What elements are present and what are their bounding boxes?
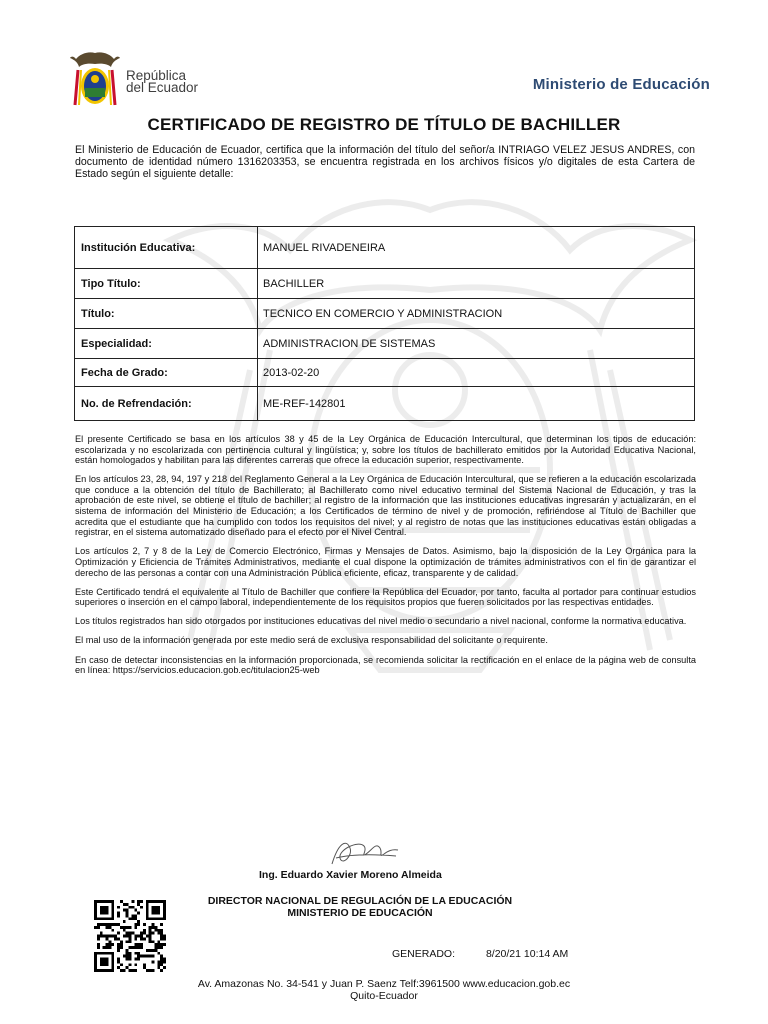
row-value: MANUEL RIVADENEIRA <box>258 227 695 269</box>
logo-line-2: del Ecuador <box>126 80 199 95</box>
row-label: Fecha de Grado: <box>75 359 258 387</box>
row-value: BACHILLER <box>258 269 695 299</box>
legal-paragraph: Los artículos 2, 7 y 8 de la Ley de Comercio Electrónico, Firmas y Mensajes de Datos. Asimismo, bajo la disposición de la Ley Orgánica para la Optimización y Eficiencia de Trámites Administrativos, mediante el cual dispone la optimización de trámites administrativos con el fin de garantizar el derecho de las personas a contar con una Administración Pública eficiente, eficaz, transparente y de calidad. <box>75 546 696 578</box>
legal-paragraph: En los artículos 23, 28, 94, 197 y 218 del Reglamento General a la Ley Orgánica de Educación Intercultural, que se refieren a la educación escolarizada que conduce a la obtención del título de Bachillerato; al Bachillerato como nivel educativo terminal del Sistema Nacional de Educación, y tras la aprobación de este nivel, se obtiene el título de bachiller; al registro de la información que las instituciones educativas ingresarán y actualizarán, en el sistema de información del Ministerio de Educación; a los Certificados de término de nivel y de promoción, refiriéndose al Título de Bachiller que acredita que el estudiante que ha cumplido con todos los requisitos del nivel; y al registro de notas que las instituciones educativas están obligadas a registrar, en el sistema automatizado diseñado para el efecto por el Nivel Central. <box>75 474 696 538</box>
table-row <box>75 359 695 387</box>
logo-line-1: República <box>126 68 187 83</box>
director-title <box>160 895 560 919</box>
footer-line-1: Av. Amazonas No. 34-541 y Juan P. Saenz Telf:3961500 www.educacion.gob.ec <box>197 978 571 990</box>
certificate-title: CERTIFICADO DE REGISTRO DE TÍTULO DE BACHILLER <box>147 115 621 134</box>
footer-line-2: Quito-Ecuador <box>350 990 418 1002</box>
generated-timestamp <box>392 948 568 960</box>
table-row <box>75 299 695 329</box>
legal-paragraph: El presente Certificado se basa en los artículos 38 y 45 de la Ley Orgánica de Educación Intercultural, que determinan los tipos de educación: escolarizada y no escolarizada con pertinencia cultural y lingüística; y, sobre los títulos de bachillerato emitidos por la Autoridad Educativa Nacional, están homologados y habilitan para las diferentes carreras que ofrece la educación superior, respectivamente. <box>75 434 696 466</box>
title-details-table <box>74 226 695 421</box>
director-line-1: DIRECTOR NACIONAL DE REGULACIÓN DE LA EDUCACIÓN <box>207 895 513 907</box>
legal-paragraph: En caso de detectar inconsistencias en la información proporcionada, se recomienda solicitar la rectificación en el enlace de la página web de consulta en línea: https://servicios.educacion.gob.ec/titulacion25-web <box>75 654 696 676</box>
table-row <box>75 387 695 421</box>
row-label: No. de Refrendación: <box>75 387 258 421</box>
row-label: Tipo Título: <box>75 269 258 299</box>
ministry-name: Ministerio de Educación <box>532 76 710 93</box>
generated-value: 8/20/21 10:14 AM <box>485 948 569 960</box>
document-header <box>70 48 710 112</box>
legal-paragraph: El mal uso de la información generada por este medio será de exclusiva responsabilidad del solicitante o requirente. <box>75 635 548 646</box>
legal-paragraph: Este Certificado tendrá el equivalente al Título de Bachiller que confiere la República del Ecuador, por tanto, faculta al portador para continuar estudios superiores o inserción en el campo laboral, independientemente de los requisitos propios que fueren solicitados por las respectivas entidades. <box>75 586 696 608</box>
row-label: Especialidad: <box>75 329 258 359</box>
table-row <box>75 269 695 299</box>
qr-code <box>94 900 166 972</box>
row-value: TECNICO EN COMERCIO Y ADMINISTRACION <box>258 299 695 329</box>
row-value: ADMINISTRACION DE SISTEMAS <box>258 329 695 359</box>
signer-name: Ing. Eduardo Xavier Moreno Almeida <box>259 869 442 881</box>
legal-paragraph: Los títulos registrados han sido otorgados por instituciones educativas del nivel medio o secundario a nivel nacional, conforme la normativa educativa. <box>75 616 687 627</box>
director-line-2: MINISTERIO DE EDUCACIÓN <box>287 907 433 919</box>
row-value: ME-REF-142801 <box>258 387 695 421</box>
table-row <box>75 329 695 359</box>
footer-address <box>0 978 768 1002</box>
row-value: 2013-02-20 <box>258 359 695 387</box>
republic-logo-text <box>126 70 198 94</box>
row-label: Título: <box>75 299 258 329</box>
handwritten-signature <box>328 834 400 870</box>
table-row <box>75 227 695 269</box>
row-label: Institución Educativa: <box>75 227 258 269</box>
intro-paragraph: El Ministerio de Educación de Ecuador, certifica que la información del título del señor/a INTRIAGO VELEZ JESUS ANDRES, con documento de identidad número 1316203353, se encuentra registrada en los archivos físicos y/o digitales de esta Cartera de Estado según el siguiente detalle: <box>75 144 695 181</box>
legal-text <box>75 434 696 684</box>
ecuador-coat-of-arms-icon <box>70 50 120 108</box>
generated-label: GENERADO: <box>392 948 456 960</box>
